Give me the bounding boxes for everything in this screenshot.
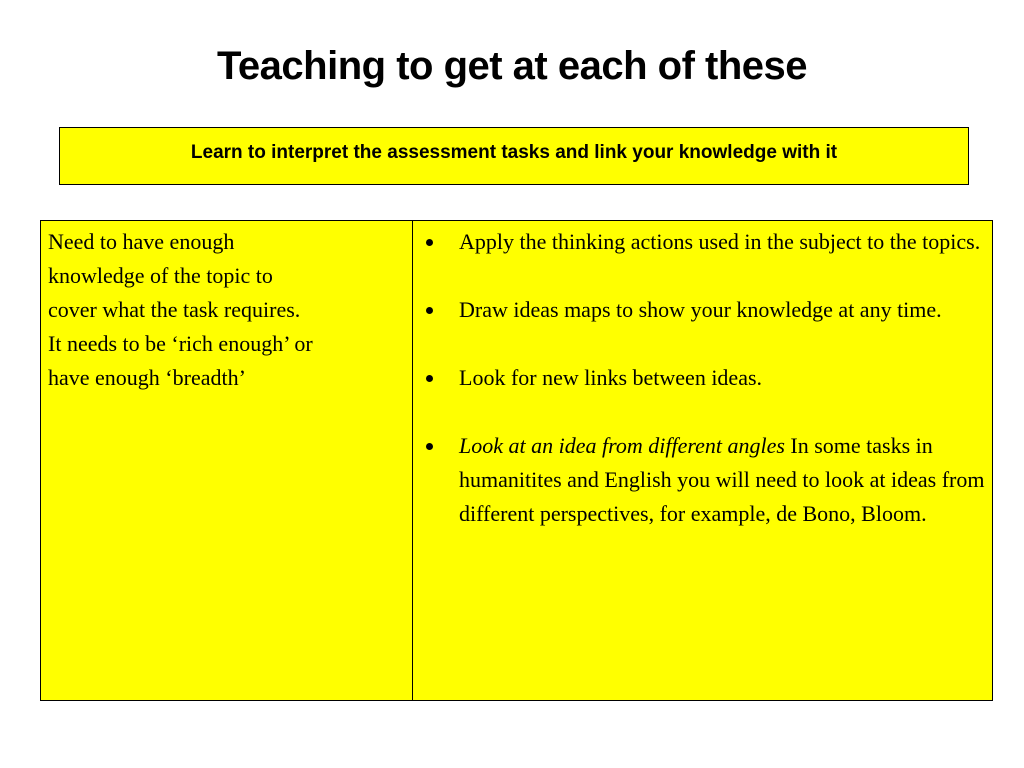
strategy-text: Apply the thinking actions used in the subject to the topics. bbox=[459, 229, 981, 254]
strategy-text: Look for new links between ideas. bbox=[459, 365, 763, 390]
strategies-cell bbox=[413, 221, 993, 701]
bullet-dot-icon bbox=[426, 443, 433, 450]
slide-title: Teaching to get at each of these bbox=[216, 44, 808, 88]
strategy-item bbox=[418, 293, 986, 327]
strategy-text: In some tasks in humanitites and English you will need to look at ideas from different perspectives, for example, de Bono, Bloom. bbox=[459, 433, 985, 526]
strategy-emphasis: Look at an idea from different angles bbox=[459, 433, 785, 458]
bullet-dot-icon bbox=[426, 307, 433, 314]
bullet-dot-icon bbox=[426, 239, 433, 246]
heading-box bbox=[59, 127, 969, 185]
strategy-text: Draw ideas maps to show your knowledge at any time. bbox=[459, 297, 942, 322]
strategy-list bbox=[418, 225, 986, 531]
bullet-dot-icon bbox=[426, 375, 433, 382]
strategy-item bbox=[418, 429, 986, 531]
heading-text: Learn to interpret the assessment tasks and link your knowledge with it bbox=[190, 142, 838, 163]
requirement-line: cover what the task requires. bbox=[48, 297, 301, 322]
strategy-item bbox=[418, 361, 986, 395]
requirement-line: Need to have enough bbox=[48, 229, 235, 254]
requirement-line: It needs to be ‘rich enough’ or bbox=[48, 331, 313, 356]
requirement-cell bbox=[41, 221, 413, 701]
table-row bbox=[41, 221, 993, 701]
requirement-line: have enough ‘breadth’ bbox=[48, 365, 246, 390]
requirement-line: knowledge of the topic to bbox=[48, 263, 273, 288]
content-table bbox=[40, 220, 993, 701]
strategy-item bbox=[418, 225, 986, 259]
